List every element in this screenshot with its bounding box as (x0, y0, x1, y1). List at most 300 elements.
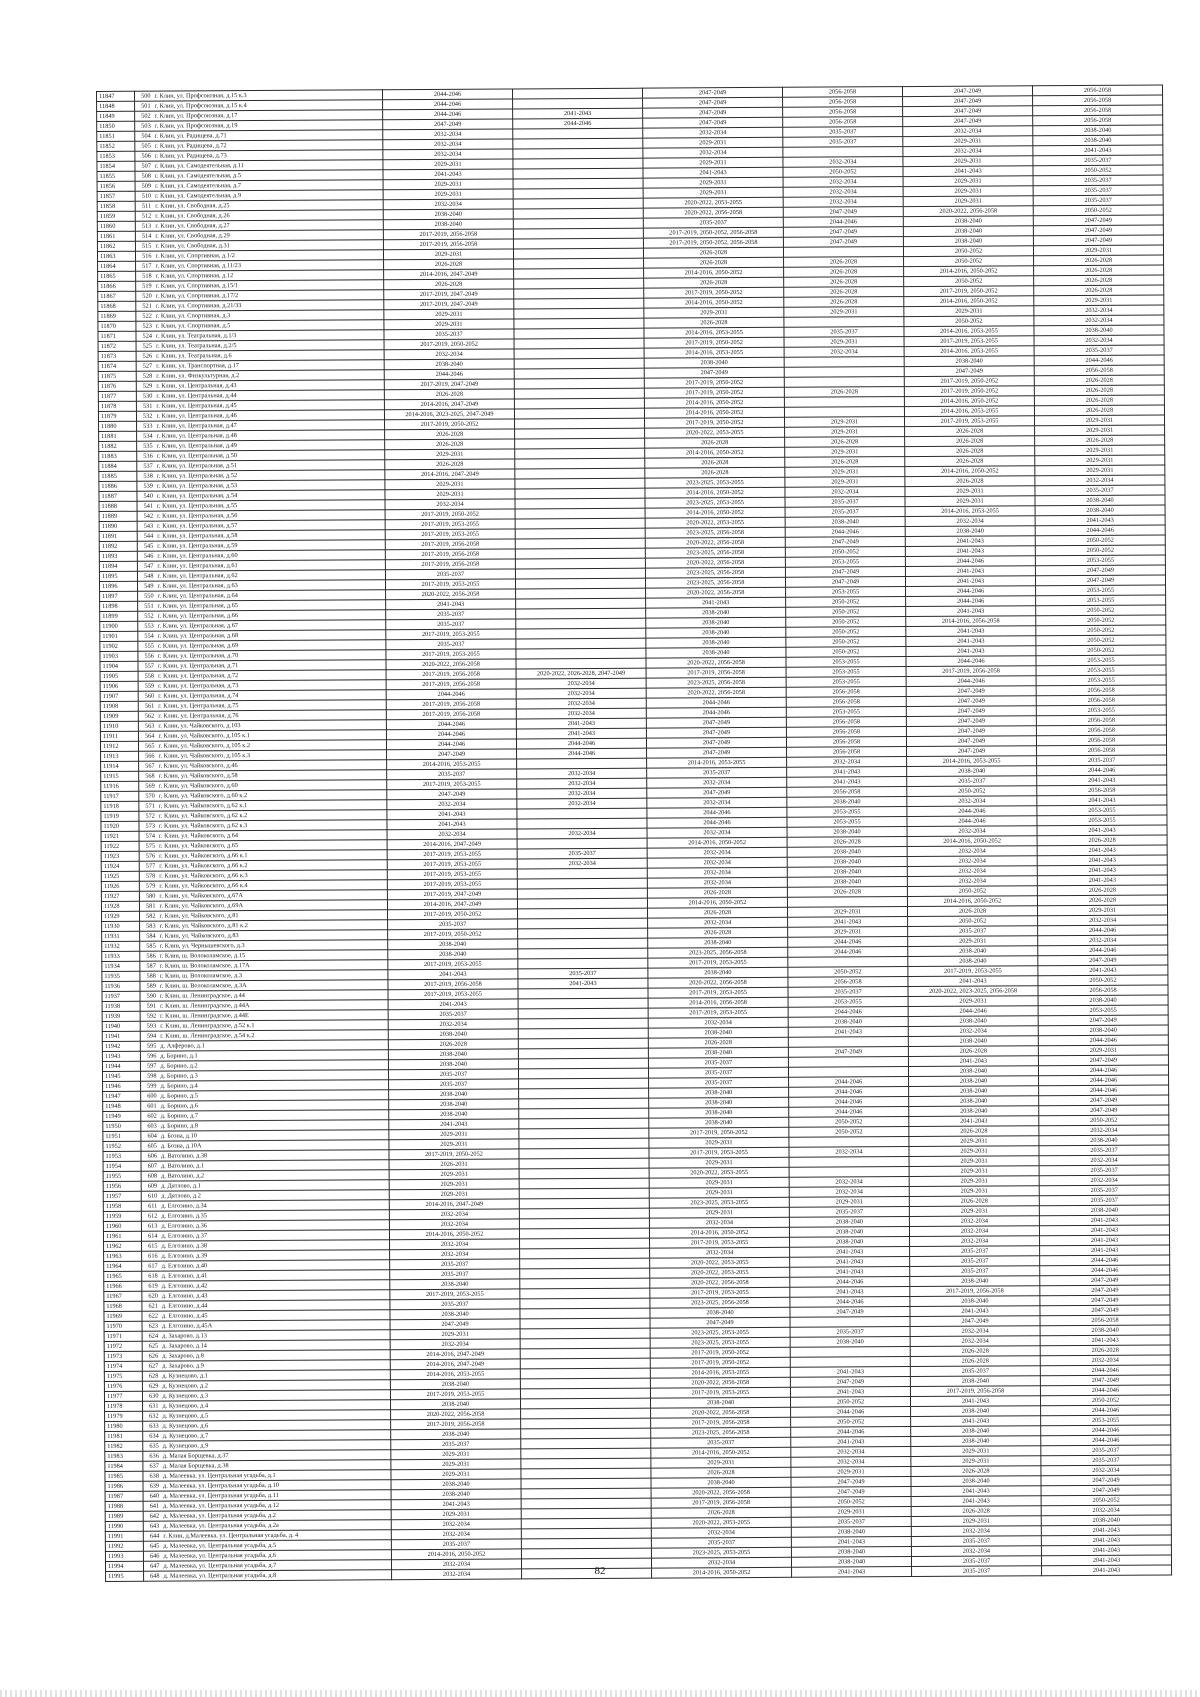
cell-c4: 2032-2034 (783, 177, 903, 188)
cell-c5: 2038-2040 (903, 236, 1033, 247)
cell-c1: 2014-2016, 2047-2049 (390, 1349, 520, 1360)
cell-addr: г. Клин, ул. Радищева, д.72 (153, 140, 383, 151)
cell-c4: 2056-2058 (786, 727, 906, 738)
register-rows (97, 85, 1172, 1581)
cell-c1: 2029-2031 (391, 1449, 521, 1460)
cell-n: 504 (135, 131, 153, 141)
cell-rn: 11870 (98, 321, 136, 331)
cell-n: 533 (137, 421, 155, 431)
cell-n: 507 (135, 161, 153, 171)
cell-addr: г. Клин, ул. Центральная, д.75 (156, 700, 386, 711)
cell-c4: 2032-2034 (783, 197, 903, 208)
cell-c4: 2041-2043 (790, 1287, 910, 1298)
cell-n: 514 (135, 231, 153, 241)
cell-c6: 2026-2028 (1034, 265, 1164, 276)
cell-c4: 2056-2058 (783, 107, 903, 118)
cell-addr: д. Малеевка, ул. Центральная усадьба, д.2а (161, 1520, 391, 1531)
cell-n: 618 (142, 1271, 160, 1281)
cell-c5: 2050-2052 (908, 916, 1038, 927)
cell-c6: 2044-2046 (1038, 1035, 1168, 1046)
cell-n: 586 (140, 951, 158, 961)
cell-c1: 2026-2028 (385, 439, 515, 450)
cell-c5: 2038-2040 (911, 1436, 1041, 1447)
cell-rn: 11929 (102, 911, 140, 921)
cell-addr: г. Клин, ш. Ленинградское, д.52 к.1 (158, 1020, 388, 1031)
cell-c4: 2038-2040 (785, 517, 905, 528)
cell-addr: д. Малеевка, ул. Центральная усадьба, д.8 (162, 1570, 392, 1581)
cell-addr: г. Клин, ул. Чайковского, д.81 (158, 910, 388, 921)
cell-c5: 2041-2043 (903, 166, 1033, 177)
cell-c5: 2035-2037 (907, 776, 1037, 787)
cell-c4: 2050-2052 (791, 1497, 911, 1508)
cell-rn: 11896 (99, 581, 137, 591)
cell-rn: 11890 (99, 521, 137, 531)
cell-c3: 2017-2019, 2050-2052 (649, 1127, 789, 1138)
cell-c4: 2050-2052 (783, 167, 903, 178)
cell-c6: 2050-2052 (1036, 645, 1166, 656)
cell-c3: 2032-2034 (648, 917, 788, 928)
cell-c5: 2029-2031 (905, 496, 1035, 507)
cell-c1: 2041-2043 (388, 999, 518, 1010)
cell-c3: 2023-2025, 2053-2055 (650, 1337, 790, 1348)
cell-rn: 11943 (102, 1051, 140, 1061)
cell-c5: 2041-2043 (911, 1486, 1041, 1497)
cell-addr: г. Клин, ул. Профсоюзная, д.15 к.3 (153, 90, 383, 101)
cell-rn: 11990 (105, 1521, 143, 1531)
cell-c3: 2029-2031 (643, 187, 783, 198)
cell-c1: 2038-2040 (390, 1309, 520, 1320)
cell-n: 622 (142, 1311, 160, 1321)
cell-c1: 2017-2019, 2053-2055 (388, 989, 518, 1000)
cell-n: 624 (142, 1331, 160, 1341)
cell-c3: 2026-2028 (645, 437, 785, 448)
cell-c4: 2050-2052 (790, 1397, 910, 1408)
cell-c1: 2038-2040 (384, 359, 514, 370)
cell-c5: 2041-2043 (905, 536, 1035, 547)
cell-rn: 11993 (105, 1551, 143, 1561)
cell-rn: 11941 (102, 1031, 140, 1041)
cell-addr: д. Малая Борщевка, д.38 (161, 1460, 391, 1471)
cell-rn: 11898 (100, 601, 138, 611)
cell-addr: д. Борино, д.6 (159, 1100, 389, 1111)
cell-c1: 2038-2040 (383, 209, 513, 220)
cell-c1: 2035-2037 (390, 1299, 520, 1310)
cell-c2: 2035-2037 (518, 968, 648, 979)
cell-addr: г. Клин, ул. Самодеятельная, д.9 (153, 190, 383, 201)
cell-rn: 11891 (99, 531, 137, 541)
cell-c4: 2029-2031 (791, 1507, 911, 1518)
cell-c5: 2032-2034 (910, 1326, 1040, 1337)
cell-c3: 2023-2025, 2056-2058 (645, 577, 785, 588)
cell-rn: 11895 (99, 571, 137, 581)
cell-c4: 2047-2049 (788, 1047, 908, 1058)
cell-c3: 2026-2028 (643, 247, 783, 258)
cell-c3: 2032-2034 (647, 777, 787, 788)
cell-c5: 2029-2031 (903, 186, 1033, 197)
cell-c4: 2047-2049 (785, 577, 905, 588)
cell-c5: 2032-2034 (907, 826, 1037, 837)
cell-c5: 2041-2043 (910, 1396, 1040, 1407)
cell-n: 648 (144, 1571, 162, 1581)
cell-c3: 2032-2034 (647, 877, 787, 888)
cell-addr: г. Клин, ул. Спортивная, д.11/23 (154, 260, 384, 271)
cell-c1: 2029-2031 (389, 1179, 519, 1190)
cell-n: 501 (135, 101, 153, 111)
cell-c1: 2017-2019, 2053-2055 (390, 1389, 520, 1400)
cell-c3: 2020-2022, 2056-2058 (650, 1377, 790, 1388)
cell-rn: 11920 (101, 821, 139, 831)
cell-n: 607 (141, 1161, 159, 1171)
cell-c3: 2014-2016, 2053-2055 (644, 327, 784, 338)
cell-addr: д. Кузнецово, д.9 (161, 1440, 391, 1451)
cell-rn: 11905 (100, 671, 138, 681)
cell-c3: 2044-2046 (647, 807, 787, 818)
cell-c4: 2026-2028 (784, 257, 904, 268)
cell-c6: 2032-2034 (1041, 1465, 1171, 1476)
cell-c1: 2035-2037 (390, 1269, 520, 1280)
cell-c5: 2038-2040 (903, 216, 1033, 227)
cell-c3: 2047-2049 (650, 1317, 790, 1328)
cell-c6: 2056-2058 (1037, 785, 1167, 796)
cell-n: 633 (143, 1421, 161, 1431)
cell-c3: 2014-2016, 2050-2052 (644, 397, 784, 408)
cell-c4: 2038-2040 (789, 1217, 909, 1228)
cell-addr: д. Елгозино, д.35 (159, 1210, 389, 1221)
cell-c6: 2029-2031 (1038, 1045, 1168, 1056)
cell-c1: 2017-2019, 2056-2058 (385, 539, 515, 550)
cell-c4: 2044-2046 (788, 937, 908, 948)
cell-c4: 2041-2043 (792, 1567, 912, 1578)
cell-c6: 2056-2058 (1036, 695, 1166, 706)
cell-addr: г. Клин, ул. Центральная, д.56 (155, 510, 385, 521)
cell-rn: 11918 (101, 801, 139, 811)
cell-c4: 2029-2031 (789, 1197, 909, 1208)
cell-addr: г. Клин, ш. Волоколамское, д.3А (158, 980, 388, 991)
cell-c6: 2041-2043 (1041, 1545, 1171, 1556)
cell-c5: 2041-2043 (911, 1496, 1041, 1507)
cell-c1: 2029-2031 (390, 1329, 520, 1340)
cell-addr: г. Клин, ул. Чайковского, д.103 (156, 720, 386, 731)
cell-addr: г. Клин, ул. Чайковского, д.105 к.2 (156, 740, 386, 751)
cell-c5: 2044-2046 (907, 806, 1037, 817)
cell-c6: 2050-2052 (1036, 605, 1166, 616)
cell-addr: г. Клин, ул. Чайковского, д.67А (157, 890, 387, 901)
cell-c4: 2056-2058 (787, 787, 907, 798)
cell-c6: 2047-2049 (1038, 955, 1168, 966)
cell-c6: 2032-2034 (1034, 315, 1164, 326)
cell-rn: 11976 (104, 1381, 142, 1391)
cell-rn: 11849 (97, 111, 135, 121)
cell-c5: 2038-2040 (907, 766, 1037, 777)
cell-c3: 2014-2016, 2053-2055 (647, 757, 787, 768)
cell-c3: 2014-2016, 2050-2052 (651, 1447, 791, 1458)
cell-c1: 2038-2040 (389, 1089, 519, 1100)
cell-c6: 2044-2046 (1039, 1075, 1169, 1086)
cell-addr: д. Кузнецово, д.2 (160, 1380, 390, 1391)
cell-addr: г. Клин, ул. Центральная, д.67 (156, 620, 386, 631)
cell-c1: 2017-2019, 2047-2049 (384, 289, 514, 300)
cell-c2: 2032-2034 (516, 678, 646, 689)
cell-rn: 11992 (105, 1541, 143, 1551)
cell-c3: 2014-2016, 2050-2052 (644, 407, 784, 418)
cell-c6: 2035-2037 (1035, 485, 1165, 496)
cell-rn: 11938 (102, 1001, 140, 1011)
register-table (96, 84, 1172, 1581)
cell-c3: 2032-2034 (648, 1017, 788, 1028)
cell-addr: г. Клин, ул. Чайковского, д.66 к.3 (157, 870, 387, 881)
cell-n: 642 (143, 1511, 161, 1521)
cell-c1: 2020-2022, 2056-2058 (391, 1409, 521, 1420)
cell-c6: 2029-2031 (1035, 425, 1165, 436)
cell-c1: 2014-2016, 2047-2049 (384, 399, 514, 410)
cell-n: 617 (142, 1261, 160, 1271)
cell-n: 518 (136, 271, 154, 281)
cell-n: 562 (138, 711, 156, 721)
cell-c6: 2053-2055 (1041, 1415, 1171, 1426)
cell-c6: 2047-2049 (1038, 1015, 1168, 1026)
cell-c6: 2047-2049 (1039, 1095, 1169, 1106)
cell-c4: 2035-2037 (790, 1327, 910, 1338)
cell-c4: 2056-2058 (786, 697, 906, 708)
cell-c4: 2050-2052 (789, 1127, 909, 1138)
cell-addr: д. Борино, д.5 (159, 1090, 389, 1101)
cell-c5: 2014-2016, 2053-2055 (904, 406, 1034, 417)
cell-c6: 2041-2043 (1037, 775, 1167, 786)
cell-c1: 2017-2019, 2047-2049 (384, 299, 514, 310)
cell-c6: 2035-2037 (1033, 195, 1163, 206)
cell-rn: 11978 (105, 1401, 143, 1411)
cell-addr: г. Клин, ул. Центральная, д.50 (155, 450, 385, 461)
cell-c1: 2038-2040 (390, 1379, 520, 1390)
cell-n: 532 (136, 411, 154, 421)
cell-c6: 2026-2028 (1037, 835, 1167, 846)
cell-c1: 2032-2034 (385, 499, 515, 510)
cell-c4: 2050-2052 (788, 967, 908, 978)
cell-n: 598 (140, 1071, 158, 1081)
cell-c6: 2026-2028 (1034, 375, 1164, 386)
cell-n: 639 (143, 1481, 161, 1491)
cell-c4: 2041-2043 (790, 1367, 910, 1378)
cell-n: 616 (142, 1251, 160, 1261)
cell-n: 597 (140, 1061, 158, 1071)
cell-n: 546 (137, 551, 155, 561)
cell-addr: г. Клин, ул. Центральная, д.58 (155, 530, 385, 541)
cell-c4: 2029-2031 (785, 467, 905, 478)
cell-rn: 11883 (99, 451, 137, 461)
cell-c4: 2044-2046 (790, 1277, 910, 1288)
cell-rn: 11855 (97, 171, 135, 181)
cell-c5: 2047-2049 (906, 706, 1036, 717)
cell-c6: 2044-2046 (1040, 1255, 1170, 1266)
cell-n: 588 (140, 971, 158, 981)
cell-n: 591 (140, 1001, 158, 1011)
cell-rn: 11979 (105, 1411, 143, 1421)
cell-c6: 2056-2058 (1040, 1315, 1170, 1326)
cell-rn: 11860 (97, 221, 135, 231)
cell-rn: 11913 (101, 751, 139, 761)
cell-c3: 2017-2019, 2050-2052 (650, 1347, 790, 1358)
cell-c3: 2038-2040 (646, 647, 786, 658)
cell-c3: 2047-2049 (646, 717, 786, 728)
cell-n: 550 (138, 591, 156, 601)
cell-c6: 2047-2049 (1033, 225, 1163, 236)
cell-c4: 2047-2049 (790, 1307, 910, 1318)
cell-c1: 2032-2034 (389, 1209, 519, 1220)
cell-addr: д. Кузнецово, д.5 (161, 1410, 391, 1421)
cell-rn: 11884 (99, 461, 137, 471)
cell-c4: 2056-2058 (782, 87, 902, 98)
cell-n: 565 (138, 741, 156, 751)
cell-c6: 2032-2034 (1035, 475, 1165, 486)
cell-addr: д. Елгозино, д.45 (160, 1310, 390, 1321)
cell-rn: 11987 (105, 1491, 143, 1501)
cell-rn: 11911 (100, 731, 138, 741)
cell-n: 571 (139, 801, 157, 811)
cell-c1: 2026-2028 (388, 1039, 518, 1050)
cell-n: 585 (140, 941, 158, 951)
cell-c3: 2017-2019, 2056-2058 (651, 1497, 791, 1508)
cell-c5: 2029-2031 (908, 936, 1038, 947)
cell-c1: 2017-2019, 2053-2055 (387, 869, 517, 880)
cell-c6: 2047-2049 (1040, 1305, 1170, 1316)
cell-c6: 2044-2046 (1037, 765, 1167, 776)
cell-c6: 2038-2040 (1035, 505, 1165, 516)
cell-rn: 11857 (97, 191, 135, 201)
cell-c6: 2050-2052 (1040, 1395, 1170, 1406)
cell-n: 535 (137, 441, 155, 451)
cell-addr: г. Клин, ул. Самодеятельная, д.11 (153, 160, 383, 171)
cell-n: 545 (137, 541, 155, 551)
cell-n: 559 (138, 681, 156, 691)
cell-addr: г. Клин, ул. Центральная, д.73 (156, 680, 386, 691)
cell-c1: 2017-2019, 2056-2058 (386, 669, 516, 680)
cell-c5: 2017-2019, 2053-2055 (908, 966, 1038, 977)
cell-c1: 2032-2034 (387, 829, 517, 840)
cell-c1: 2029-2031 (385, 479, 515, 490)
cell-c5: 2038-2040 (908, 946, 1038, 957)
cell-c4: 2032-2034 (791, 1447, 911, 1458)
cell-c4: 2035-2037 (785, 497, 905, 508)
cell-c3: 2017-2019, 2053-2055 (650, 1237, 790, 1248)
cell-c1: 2017-2019, 2056-2058 (388, 979, 518, 990)
cell-rn: 11927 (101, 891, 139, 901)
cell-rn: 11885 (99, 471, 137, 481)
cell-c4: 2029-2031 (785, 427, 905, 438)
cell-c1: 2035-2037 (385, 569, 515, 580)
cell-c3: 2029-2031 (643, 137, 783, 148)
cell-c3: 2020-2022, 2053-2055 (651, 1517, 791, 1528)
cell-c5: 2041-2043 (908, 1056, 1038, 1067)
cell-c5: 2038-2040 (909, 1106, 1039, 1117)
cell-rn: 11853 (97, 151, 135, 161)
cell-addr: г. Клин, ул. Спортивная, д.5 (154, 320, 384, 331)
cell-rn: 11875 (98, 371, 136, 381)
cell-addr: д. Малеевка, ул. Центральная усадьба, д.11 (161, 1490, 391, 1501)
cell-rn: 11925 (101, 871, 139, 881)
cell-rn: 11886 (99, 481, 137, 491)
cell-c4: 2053-2055 (785, 557, 905, 568)
cell-c5: 2017-2019, 2056-2058 (910, 1286, 1040, 1297)
cell-rn: 11971 (104, 1331, 142, 1341)
cell-c4: 2032-2034 (783, 187, 903, 198)
cell-c6: 2047-2049 (1040, 1295, 1170, 1306)
cell-rn: 11955 (103, 1171, 141, 1181)
cell-c6: 2050-2052 (1041, 1495, 1171, 1506)
cell-c3: 2047-2049 (646, 737, 786, 748)
cell-addr: г. Клин, ул. Радищева, д.71 (153, 130, 383, 141)
cell-c1: 2032-2034 (390, 1339, 520, 1350)
cell-c1: 2017-2019, 2053-2055 (387, 879, 517, 890)
cell-rn: 11963 (104, 1251, 142, 1261)
cell-n: 641 (143, 1501, 161, 1511)
cell-c3: 2038-2040 (644, 357, 784, 368)
cell-n: 557 (138, 661, 156, 671)
cell-c3: 2023-2025, 2053-2055 (651, 1547, 791, 1558)
cell-c5: 2032-2034 (910, 1336, 1040, 1347)
cell-c1: 2032-2034 (387, 799, 517, 810)
cell-c1: 2047-2049 (387, 789, 517, 800)
cell-c2: 2035-2037 (517, 848, 647, 859)
cell-c1: 2017-2019, 2047-2049 (387, 889, 517, 900)
cell-c2: 2032-2034 (516, 708, 646, 719)
cell-c2: 2032-2034 (517, 778, 647, 789)
cell-rn: 11953 (103, 1151, 141, 1161)
cell-c3: 2017-2019, 2050-2052 (644, 387, 784, 398)
cell-c5: 2032-2034 (907, 866, 1037, 877)
cell-c5: 2029-2031 (908, 996, 1038, 1007)
cell-c4: 2056-2058 (786, 717, 906, 728)
cell-c2: 2032-2034 (517, 798, 647, 809)
cell-n: 635 (143, 1441, 161, 1451)
cell-c2: 2032-2034 (517, 858, 647, 869)
cell-c4: 2056-2058 (786, 737, 906, 748)
cell-c5: 2020-2022, 2056-2058 (903, 206, 1033, 217)
cell-c5: 2029-2031 (903, 136, 1033, 147)
cell-addr: д. Кузнецово, д.1 (160, 1370, 390, 1381)
cell-c1: 2026-2028 (385, 429, 515, 440)
cell-c5: 2026-2028 (911, 1506, 1041, 1517)
cell-c4: 2032-2034 (787, 757, 907, 768)
cell-c6: 2032-2034 (1040, 1355, 1170, 1366)
cell-c3: 2014-2016, 2050-2052 (645, 487, 785, 498)
cell-n: 543 (137, 521, 155, 531)
cell-c6: 2035-2037 (1041, 1445, 1171, 1456)
cell-c3: 2017-2019, 2053-2055 (649, 1147, 789, 1158)
cell-c3: 2038-2040 (649, 1107, 789, 1118)
cell-c6: 2038-2040 (1034, 325, 1164, 336)
cell-addr: г. Клин, ш. Ленинградское, д.54 к.2 (158, 1030, 388, 1041)
cell-c1: 2032-2034 (383, 139, 513, 150)
cell-rn: 11930 (102, 921, 140, 931)
cell-addr: г. Клин, ул. Спортивная, д.21/33 (154, 300, 384, 311)
cell-c6: 2047-2049 (1035, 565, 1165, 576)
cell-rn: 11973 (104, 1351, 142, 1361)
cell-c4: 2029-2031 (791, 1467, 911, 1478)
cell-c4: 2044-2046 (785, 527, 905, 538)
cell-addr: г. Клин, ул. Театральная, д.2/5 (154, 340, 384, 351)
cell-c6: 2053-2055 (1036, 705, 1166, 716)
cell-c4: 2053-2055 (786, 677, 906, 688)
cell-c1: 2044-2046 (386, 739, 516, 750)
cell-c6: 2056-2058 (1036, 735, 1166, 746)
cell-c1: 2017-2019, 2056-2058 (391, 1419, 521, 1430)
cell-n: 516 (135, 251, 153, 261)
cell-c3: 2017-2019, 2050-2052 (645, 417, 785, 428)
cell-c4: 2041-2043 (790, 1247, 910, 1258)
cell-c3: 2020-2022, 2056-2058 (645, 557, 785, 568)
cell-c5: 2029-2031 (909, 1166, 1039, 1177)
cell-c4: 2032-2034 (789, 1187, 909, 1198)
